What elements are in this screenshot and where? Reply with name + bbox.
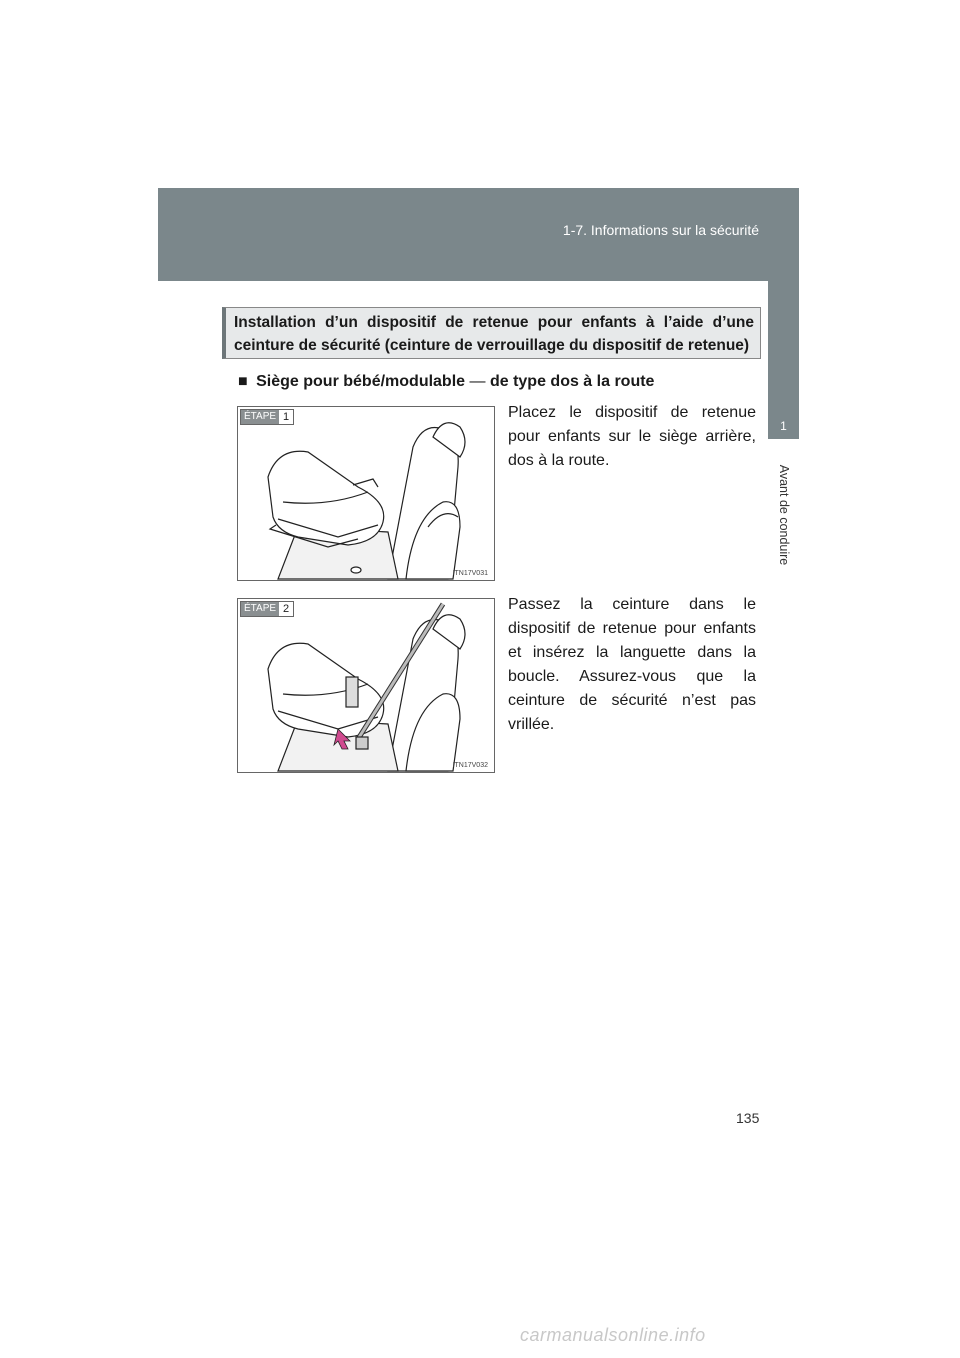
step2-badge <box>240 601 294 617</box>
subheading-text: Siège pour bébé/modulable <box>256 373 466 390</box>
subheading-suffix: de type dos à la route <box>489 373 655 390</box>
step1-badge <box>240 409 294 425</box>
rear-facing-seat-illustration <box>238 407 494 580</box>
chapter-number: 1 <box>780 419 787 433</box>
step2-text: Passez la ceinture dans le dispositif de retenue pour enfants et insérez la languette dans la boucle. Assurez-vous que la ceinture de sécurité n’est pas vrillée. <box>508 596 756 733</box>
square-bullet-icon: ■ <box>238 373 248 390</box>
section-title: 1-7. Informations sur la sécurité <box>562 222 759 238</box>
step1-illustration <box>237 406 495 581</box>
section-heading-line2: ceinture de sécurité (ceinture de verrouillage du dispositif de retenue) <box>234 337 750 354</box>
subheading-dash: — <box>469 373 486 390</box>
section-heading-line1: Installation d’un dispositif de retenue pour enfants à l’aide d’une <box>234 314 754 331</box>
step1-badge-number: 1 <box>279 410 293 424</box>
step1-text: Placez le dispositif de retenue pour enfants sur le siège arrière, dos à la route. <box>508 404 756 469</box>
step1-badge-label: ÉTAPE <box>241 410 279 424</box>
step2-figure-code: ITN17V032 <box>452 762 488 769</box>
step2-badge-label: ÉTAPE <box>241 602 279 616</box>
chapter-tab <box>768 281 799 439</box>
section-title-box <box>222 307 761 359</box>
header-band <box>158 188 799 281</box>
watermark: carmanualsonline.info <box>520 1325 706 1345</box>
chapter-label-text: Avant de conduire <box>777 464 791 566</box>
step2-illustration <box>237 598 495 773</box>
step2-badge-number: 2 <box>279 602 293 616</box>
section-heading <box>234 311 754 357</box>
belt-routing-illustration <box>238 599 494 772</box>
step1-figure-code: ITN17V031 <box>452 570 488 577</box>
subheading <box>238 373 654 391</box>
page-number: 135 <box>736 1110 760 1126</box>
chapter-label <box>770 450 798 580</box>
